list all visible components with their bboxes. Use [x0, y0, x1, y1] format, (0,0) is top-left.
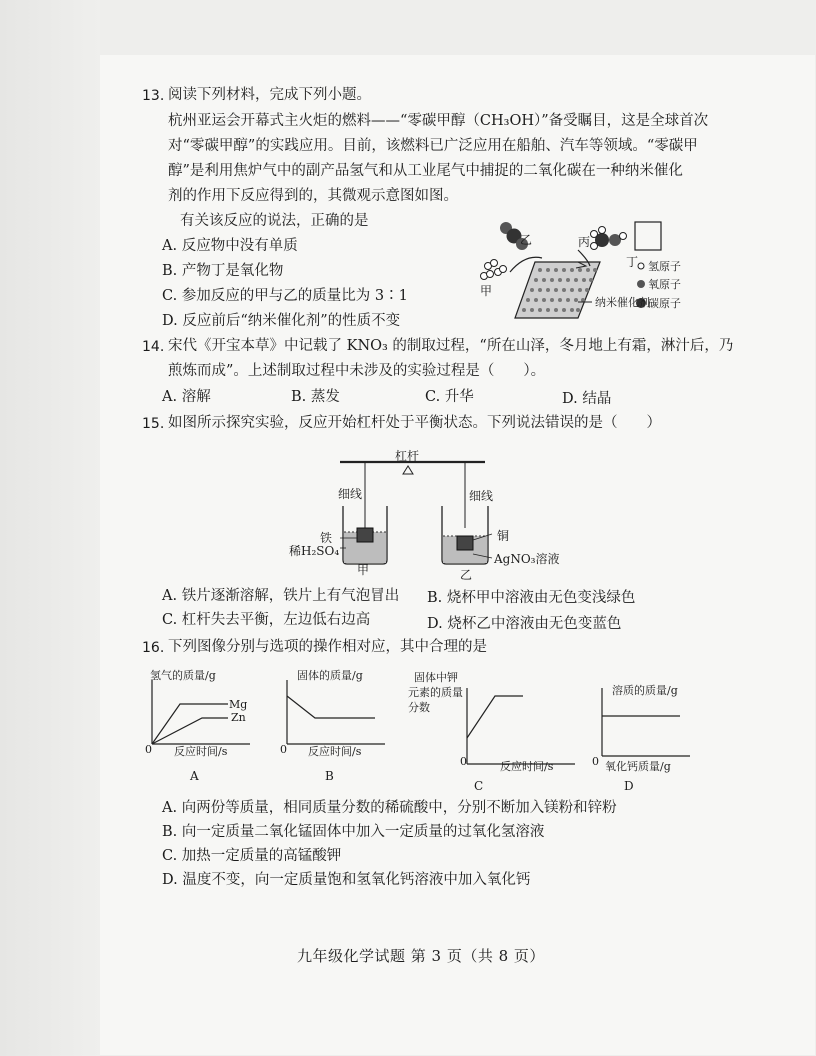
q13-label-jia: 甲 — [480, 284, 493, 298]
graph-a-series-zn: Zn — [231, 711, 246, 724]
fulcrum-icon — [403, 466, 413, 474]
graph-b-origin: 0 — [280, 743, 287, 756]
q15-number: 15. — [142, 416, 165, 432]
q13-number: 13. — [142, 88, 165, 104]
graph-a-letter: A — [190, 769, 199, 783]
graph-a-series-mg: Mg — [229, 698, 248, 711]
graph-c-ylabel-2: 元素的质量 — [408, 686, 463, 699]
legend-carbon: 碳原子 — [648, 297, 681, 310]
graph-a-origin: 0 — [145, 743, 152, 756]
q13-option-b: B. 产物丁是氧化物 — [162, 263, 284, 279]
q13-label-bing: 丙 — [578, 235, 591, 249]
beaker-yi-label: 乙 — [460, 568, 473, 582]
molecule-bing-icon — [591, 227, 627, 250]
graph-d-letter: D — [624, 779, 634, 793]
q14-line: 煎炼而成”。上述制取过程中未涉及的实验过程是（ ）。 — [168, 363, 546, 379]
graph-c-origin: 0 — [460, 755, 467, 768]
catalyst-plate-icon — [515, 262, 600, 318]
copper-block — [457, 536, 473, 550]
q13-question: 有关该反应的说法，正确的是 — [180, 213, 369, 229]
q16-number: 16. — [142, 640, 165, 656]
silver-nitrate-label: AgNO₃溶液 — [494, 552, 560, 566]
graph-d-xlabel: 氧化钙质量/g — [605, 760, 671, 773]
q13-intro: 阅读下列材料，完成下列小题。 — [168, 87, 371, 103]
q13-para-line: 杭州亚运会开幕式主火炬的燃料——“零碳甲醇（CH₃OH）”备受瞩目，这是全球首次 — [168, 113, 709, 129]
oxygen-atom-icon — [637, 280, 645, 288]
hydrogen-atom-icon — [638, 263, 644, 269]
q16-option-b: B. 向一定质量二氧化锰固体中加入一定质量的过氧化氢溶液 — [162, 824, 545, 840]
q13-para-line: 剂的作用下反应得到的，其微观示意图如图。 — [168, 188, 458, 204]
graph-d-ylabel: 溶质的质量/g — [612, 684, 678, 697]
string-right-label: 细线 — [469, 489, 494, 503]
q15-option-b: B. 烧杯甲中溶液由无色变浅绿色 — [427, 590, 636, 606]
graph-a-xlabel: 反应时间/s — [174, 745, 228, 758]
product-ding-box — [635, 222, 661, 250]
q14-number: 14. — [142, 339, 165, 355]
q16-option-a: A. 向两份等质量，相同质量分数的稀硫酸中，分别不断加入镁粉和锌粉 — [162, 800, 617, 816]
q14-option-a: A. 溶解 — [162, 389, 211, 405]
q13-para-line: 醇”是利用焦炉气中的副产品氢气和从工业尾气中捕捉的二氧化碳在一种纳米催化 — [168, 163, 683, 179]
q13-para-line: 对“零碳甲醇”的实践应用。目前，该燃料已广泛应用在船舶、汽车等领域。“零碳甲 — [168, 138, 698, 154]
string-left-label: 细线 — [338, 487, 363, 501]
graph-a-ylabel: 氢气的质量/g — [150, 669, 216, 682]
q13-label-ding: 丁 — [626, 255, 639, 269]
graph-b-line — [287, 696, 375, 718]
graph-c-letter: C — [474, 779, 484, 793]
q14-option-b: B. 蒸发 — [291, 389, 340, 405]
beaker-jia-label: 甲 — [357, 563, 370, 577]
q13-catalyst-label: 纳米催化剂 — [595, 296, 650, 309]
q14-option-c: C. 升华 — [425, 389, 474, 405]
molecule-jia-icon — [481, 260, 507, 280]
q15-option-c: C. 杠杆失去平衡，左边低右边高 — [162, 612, 371, 628]
copper-label: 铜 — [497, 529, 510, 543]
page-footer: 九年级化学试题 第 3 页（共 8 页） — [297, 947, 545, 965]
q13-label-yi: 乙 — [520, 233, 533, 247]
page-margin-shadow — [0, 0, 100, 1056]
graph-b-letter: B — [325, 769, 334, 783]
iron-label: 铁 — [320, 531, 333, 545]
graph-b-ylabel: 固体的质量/g — [297, 669, 363, 682]
q16-option-c: C. 加热一定质量的高锰酸钾 — [162, 848, 342, 864]
graph-c-line — [467, 696, 523, 738]
q16-stem: 下列图像分别与选项的操作相对应，其中合理的是 — [168, 639, 487, 655]
graph-b-xlabel: 反应时间/s — [308, 745, 362, 758]
graph-c-ylabel-1: 固体中钾 — [414, 671, 458, 684]
q13-option-a: A. 反应物中没有单质 — [162, 238, 298, 254]
graph-c-ylabel-3: 分数 — [408, 701, 430, 714]
lever-label: 杠杆 — [395, 449, 420, 463]
iron-block — [357, 528, 373, 542]
acid-label: 稀H₂SO₄ — [289, 544, 340, 558]
q15-option-d: D. 烧杯乙中溶液由无色变蓝色 — [427, 616, 622, 632]
q14-option-d: D. 结晶 — [562, 391, 612, 407]
q15-stem: 如图所示探究实验，反应开始杠杆处于平衡状态。下列说法错误的是（ ） — [168, 415, 661, 431]
q13-option-d: D. 反应前后“纳米催化剂”的性质不变 — [162, 313, 401, 329]
q13-option-c: C. 参加反应的甲与乙的质量比为 3∶1 — [162, 288, 408, 304]
legend-hydrogen: 氢原子 — [648, 260, 681, 273]
graph-d-origin: 0 — [592, 755, 599, 768]
legend-oxygen: 氧原子 — [648, 278, 681, 291]
q15-option-a: A. 铁片逐渐溶解，铁片上有气泡冒出 — [162, 588, 400, 604]
graph-a-zn-line — [152, 718, 228, 744]
q16-option-d: D. 温度不变，向一定质量饱和氢氧化钙溶液中加入氧化钙 — [162, 872, 531, 888]
graph-c-xlabel: 反应时间/s — [500, 760, 554, 773]
q14-line: 宋代《开宝本草》中记载了 KNO₃ 的制取过程，“所在山泽，冬月地上有霜，淋汁后，乃 — [168, 338, 734, 354]
